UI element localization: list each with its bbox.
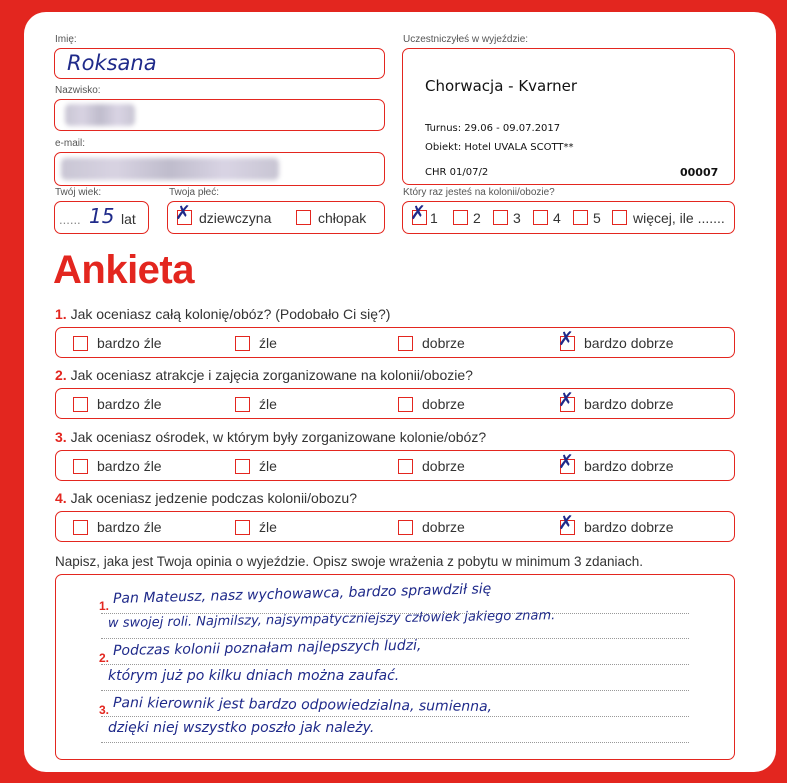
gender-field (167, 201, 385, 234)
q3-checkbox-very-bad[interactable] (73, 459, 88, 474)
rating-row-1 (55, 327, 735, 358)
q2-option-very-good: bardzo dobrze (584, 396, 674, 412)
times-checkbox-5[interactable] (573, 210, 588, 225)
opinion-line-3: Podczas kolonii poznałam najlepszych ludzi, (112, 637, 422, 659)
email-label: e-mail: (55, 138, 86, 149)
survey-sheet (24, 12, 776, 772)
q1-checkbox-very-good[interactable] (558, 328, 575, 351)
q2-checkbox-bad[interactable] (235, 397, 250, 412)
opinion-line-2: w swojej roli. Najmilszy, najsympatyczniejszy człowiek jakiego znam. (107, 608, 556, 631)
q4-checkbox-very-good[interactable] (558, 512, 575, 535)
times-label: Który raz jesteś na kolonii/obozie? (403, 187, 555, 198)
trip-number: 00007 (680, 166, 719, 179)
times-checkbox-more[interactable] (612, 210, 627, 225)
q3-option-bad: źle (259, 458, 277, 474)
times-option-more: więcej, ile ....... (633, 210, 725, 226)
q1-option-very-bad: bardzo źle (97, 335, 162, 351)
q2-option-bad: źle (259, 396, 277, 412)
opinion-number-3: 3. (99, 703, 110, 717)
times-option-2: 2 (473, 210, 481, 226)
gender-option-boy: chłopak (318, 210, 367, 226)
trip-info-box (402, 48, 735, 185)
ruled-line (101, 690, 689, 691)
times-field (402, 201, 735, 234)
surname-field[interactable] (54, 99, 385, 131)
rating-row-2 (55, 388, 735, 419)
ruled-line (101, 742, 689, 743)
times-option-3: 3 (513, 210, 521, 226)
times-checkbox-3[interactable] (493, 210, 508, 225)
name-label: Imię: (55, 34, 77, 45)
check-mark-icon: ✗ (410, 202, 426, 224)
gender-checkbox-girl[interactable] (175, 202, 192, 225)
question-2: 2. Jak oceniasz atrakcje i zajęcia zorganizowane na kolonii/obozie? (55, 367, 473, 383)
opinion-line-1: Pan Mateusz, nasz wychowawca, bardzo sprawdził się (112, 581, 492, 607)
check-mark-icon: ✗ (558, 451, 574, 473)
trip-title: Chorwacja - Kvarner (425, 77, 578, 95)
q2-checkbox-good[interactable] (398, 397, 413, 412)
times-option-5: 5 (593, 210, 601, 226)
trip-turnus: Turnus: 29.06 - 09.07.2017 (425, 123, 561, 134)
q1-option-bad: źle (259, 335, 277, 351)
question-3: 3. Jak oceniasz ośrodek, w którym były zorganizowane kolonie/obóz? (55, 429, 487, 445)
q2-checkbox-very-good[interactable] (558, 389, 575, 412)
q4-option-very-bad: bardzo źle (97, 519, 162, 535)
opinion-number-1: 1. (99, 599, 110, 613)
times-option-1: 1 (430, 210, 438, 226)
email-redacted (61, 158, 279, 180)
gender-option-girl: dziewczyna (199, 210, 272, 226)
q4-checkbox-good[interactable] (398, 520, 413, 535)
q4-option-bad: źle (259, 519, 277, 535)
surname-redacted (65, 104, 135, 126)
trip-obiekt: Obiekt: Hotel UVALA SCOTT** (425, 142, 574, 153)
q1-checkbox-very-bad[interactable] (73, 336, 88, 351)
check-mark-icon: ✗ (558, 328, 574, 350)
survey-title: Ankieta (53, 248, 194, 292)
q4-checkbox-bad[interactable] (235, 520, 250, 535)
times-checkbox-1[interactable] (410, 202, 427, 225)
name-field[interactable] (54, 48, 385, 79)
age-label: Twój wiek: (55, 187, 102, 198)
age-unit: lat (121, 211, 136, 227)
q3-option-very-bad: bardzo źle (97, 458, 162, 474)
ruled-line (101, 664, 689, 665)
q1-checkbox-good[interactable] (398, 336, 413, 351)
surname-label: Nazwisko: (55, 85, 101, 96)
q3-checkbox-good[interactable] (398, 459, 413, 474)
opinion-line-4: którym już po kilku dniach można zaufać. (108, 668, 400, 684)
gender-checkbox-boy[interactable] (296, 210, 311, 225)
age-field[interactable] (54, 201, 149, 234)
gender-label: Twoja płeć: (169, 187, 220, 198)
opinion-line-6: dzięki niej wszystko poszło jak należy. (108, 720, 375, 736)
q2-option-good: dobrze (422, 396, 465, 412)
opinion-line-5: Pani kierownik jest bardzo odpowiedzialna, sumienna, (112, 695, 493, 715)
participant-label: Uczestniczyłeś w wyjeździe: (403, 34, 529, 45)
times-option-4: 4 (553, 210, 561, 226)
times-checkbox-2[interactable] (453, 210, 468, 225)
question-4: 4. Jak oceniasz jedzenie podczas kolonii/obozu? (55, 490, 357, 506)
check-mark-icon: ✗ (175, 202, 191, 224)
opinion-prompt: Napisz, jaka jest Twoja opinia o wyjeździe. Opisz swoje wrażenia z pobytu w minimum 3 zdaniach. (55, 554, 644, 569)
q3-checkbox-bad[interactable] (235, 459, 250, 474)
check-mark-icon: ✗ (558, 512, 574, 534)
rating-row-3 (55, 450, 735, 481)
opinion-field[interactable] (55, 574, 735, 760)
name-value: Roksana (67, 51, 157, 75)
q1-option-very-good: bardzo dobrze (584, 335, 674, 351)
q1-option-good: dobrze (422, 335, 465, 351)
q2-checkbox-very-bad[interactable] (73, 397, 88, 412)
question-1: 1. Jak oceniasz całą kolonię/obóz? (Podobało Ci się?) (55, 306, 391, 322)
age-dots: ...... (59, 212, 81, 227)
age-value: 15 (89, 204, 115, 228)
q4-checkbox-very-bad[interactable] (73, 520, 88, 535)
q1-checkbox-bad[interactable] (235, 336, 250, 351)
q3-option-very-good: bardzo dobrze (584, 458, 674, 474)
ruled-line (101, 716, 689, 717)
q3-option-good: dobrze (422, 458, 465, 474)
email-field[interactable] (54, 152, 385, 186)
trip-code: CHR 01/07/2 (425, 167, 489, 178)
check-mark-icon: ✗ (558, 389, 574, 411)
q4-option-very-good: bardzo dobrze (584, 519, 674, 535)
q4-option-good: dobrze (422, 519, 465, 535)
rating-row-4 (55, 511, 735, 542)
opinion-number-2: 2. (99, 651, 110, 665)
times-checkbox-4[interactable] (533, 210, 548, 225)
q3-checkbox-very-good[interactable] (558, 451, 575, 474)
q2-option-very-bad: bardzo źle (97, 396, 162, 412)
